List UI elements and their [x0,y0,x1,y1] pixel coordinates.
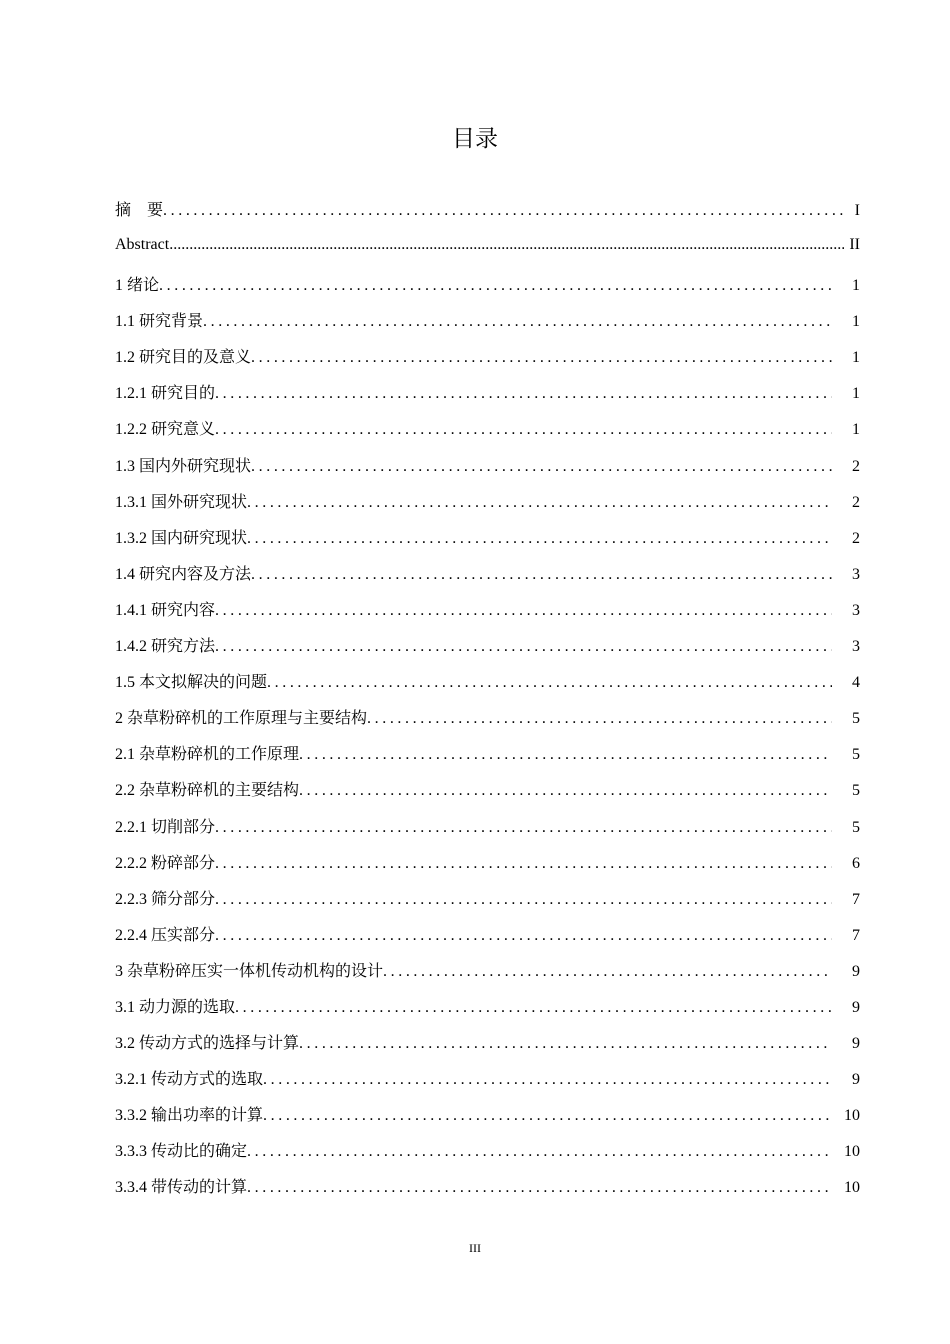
dot-leader [267,674,832,692]
dot-leader [247,530,832,548]
toc-entry-page: 7 [852,926,860,944]
toc-entry-page: 1 [852,277,860,295]
dot-leader [215,819,832,837]
toc-entry-label: 摘 要 [115,202,164,219]
toc-entry-label: 1.4.1 研究内容 [115,601,216,619]
toc-entry-page: 5 [852,782,860,800]
dot-leader [247,1179,830,1197]
dot-leader [215,602,832,620]
toc-entry[interactable] [115,958,860,994]
toc-entry-page: 5 [852,710,860,728]
toc-entry-page: 1 [852,349,860,367]
toc-entry[interactable] [115,886,860,922]
toc-entry-page: 9 [852,1071,860,1089]
toc-entry-page: 3 [852,601,860,619]
toc-entry-page: 9 [852,962,860,980]
toc-entry-label: 3.3.2 输出功率的计算 [115,1107,264,1125]
toc-entry-label: 1.4.2 研究方法 [115,638,216,656]
toc-entry-page: 5 [852,746,860,764]
toc-entry-label: Abstract [115,236,170,253]
toc-entry-page: 1 [852,313,860,331]
toc-entry[interactable] [115,344,860,380]
toc-entry-page: 5 [852,818,860,836]
toc-entry-label: 2.2.1 切削部分 [115,818,216,836]
toc-entry[interactable] [115,489,860,525]
dot-leader [251,349,832,367]
toc-entry-page: 10 [844,1143,860,1161]
toc-entry[interactable] [115,236,860,272]
dot-leader [299,782,832,800]
dot-leader [367,710,832,728]
table-of-contents [115,197,860,1211]
toc-entry-page: 9 [852,1035,860,1053]
dot-leader [215,421,832,439]
toc-entry[interactable] [115,994,860,1030]
toc-entry-page: 10 [844,1179,860,1197]
dot-leader [263,1107,830,1125]
toc-entry-label: 3.3.3 传动比的确定 [115,1143,248,1161]
footer-page-number: III [469,1241,481,1255]
toc-entry-label: 2.2.2 粉碎部分 [115,854,216,872]
toc-entry-page: I [854,202,860,219]
dot-leader [215,638,832,656]
toc-entry-page: II [849,236,860,253]
dot-leader [263,1071,832,1089]
toc-entry-page: 3 [852,565,860,583]
dot-leader [299,746,832,764]
dot-leader [299,1035,832,1053]
dot-leader [159,277,832,295]
toc-entry-page: 2 [852,493,860,511]
toc-entry-page: 10 [844,1107,860,1125]
toc-entry-label: 1 绪论 [115,277,160,295]
dot-leader [235,999,832,1017]
toc-entry-page: 3 [852,638,860,656]
toc-entry-label: 3.3.4 带传动的计算 [115,1179,248,1197]
dot-leader [203,313,832,331]
toc-entry[interactable] [115,561,860,597]
dot-leader [247,494,832,512]
toc-entry[interactable] [115,197,860,236]
toc-entry[interactable] [115,922,860,958]
toc-entry[interactable] [115,453,860,489]
toc-entry-label: 1.2.2 研究意义 [115,421,216,439]
toc-entry-label: 2.2.3 筛分部分 [115,890,216,908]
dot-leader [383,963,832,981]
dot-leader [251,566,832,584]
toc-entry[interactable] [115,777,860,813]
toc-entry[interactable] [115,1030,860,1066]
dot-leader [251,458,832,476]
toc-entry-label: 2 杂草粉碎机的工作原理与主要结构 [115,710,368,728]
dot-leader [215,385,832,403]
toc-entry-label: 2.1 杂草粉碎机的工作原理 [115,746,300,764]
toc-entry-page: 9 [852,998,860,1016]
toc-entry-label: 3.2 传动方式的选择与计算 [115,1035,300,1053]
toc-entry-page: 2 [852,457,860,475]
toc-entry-label: 1.2 研究目的及意义 [115,349,252,367]
dot-leader [215,891,832,909]
toc-entry[interactable] [115,814,860,850]
toc-entry-label: 2.2.4 压实部分 [115,926,216,944]
toc-entry-page: 6 [852,854,860,872]
toc-entry[interactable] [115,1138,860,1174]
toc-entry-page: 7 [852,890,860,908]
dot-leader [247,1143,830,1161]
toc-entry-label: 1.3.1 国外研究现状 [115,493,248,511]
toc-entry-page: 1 [852,421,860,439]
toc-entry-label: 1.5 本文拟解决的问题 [115,674,268,692]
toc-entry[interactable] [115,272,860,308]
toc-entry-label: 1.3 国内外研究现状 [115,457,252,475]
toc-entry-page: 4 [852,674,860,692]
toc-entry[interactable] [115,525,860,561]
toc-entry-label: 3 杂草粉碎压实一体机传动机构的设计 [115,962,384,980]
toc-entry[interactable] [115,669,860,705]
toc-entry-label: 1.4 研究内容及方法 [115,565,252,583]
toc-entry[interactable] [115,705,860,741]
toc-entry[interactable] [115,416,860,452]
toc-entry[interactable] [115,1102,860,1138]
toc-entry-label: 1.1 研究背景 [115,313,204,331]
toc-entry[interactable] [115,597,860,633]
toc-entry[interactable] [115,850,860,886]
toc-entry[interactable] [115,1174,860,1210]
dot-leader [163,202,844,220]
dot-leader [215,927,832,945]
toc-entry-page: 2 [852,529,860,547]
toc-entry-label: 3.1 动力源的选取 [115,998,236,1016]
toc-entry-label: 3.2.1 传动方式的选取 [115,1071,264,1089]
toc-entry[interactable] [115,380,860,416]
toc-entry[interactable] [115,741,860,777]
toc-entry-label: 1.2.1 研究目的 [115,385,216,403]
dot-leader [169,236,844,254]
toc-entry-label: 1.3.2 国内研究现状 [115,529,248,547]
toc-entry[interactable] [115,633,860,669]
dot-leader [215,855,832,873]
toc-entry[interactable] [115,308,860,344]
toc-entry-page: 1 [852,385,860,403]
page-title: 目录 [452,126,498,152]
toc-entry-label: 2.2 杂草粉碎机的主要结构 [115,782,300,800]
toc-entry[interactable] [115,1066,860,1102]
